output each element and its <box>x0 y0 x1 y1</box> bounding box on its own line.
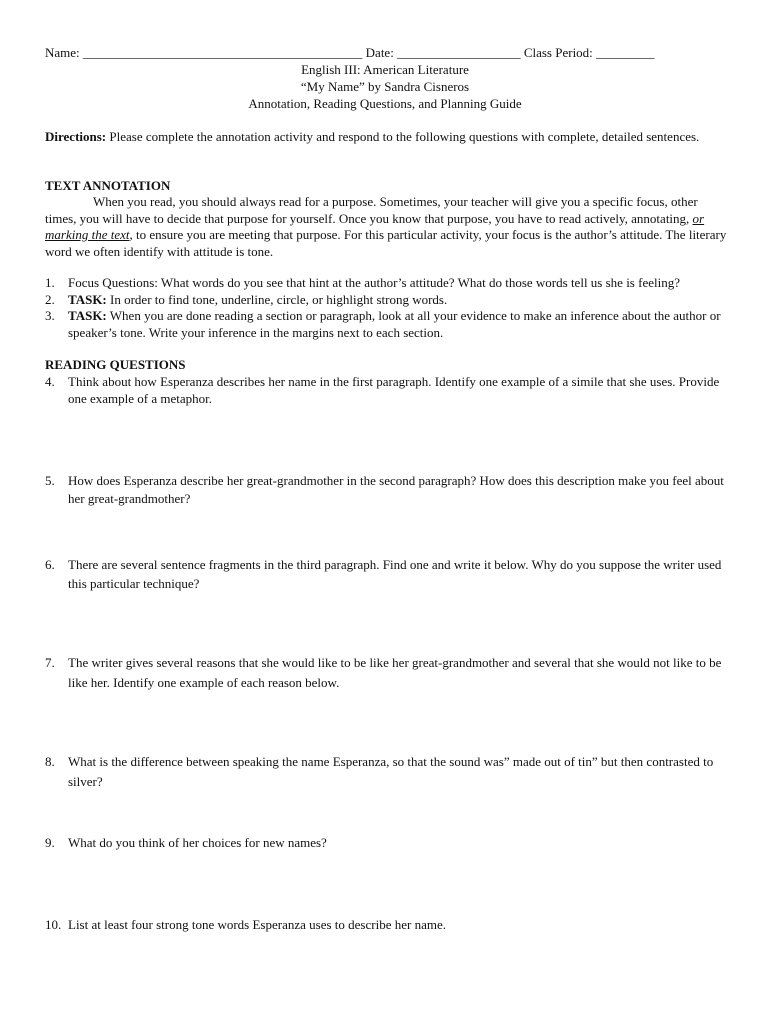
question-item <box>45 653 730 693</box>
annotation-text-b: , to ensure you are meeting that purpose. For this particular activity, your focus is the author’s attitude. The literary word we often identify with attitude is tone. <box>45 227 727 259</box>
item-number: 1. <box>45 275 55 290</box>
question-text: The writer gives several reasons that she would like to be like her great-grandmother and several that she would not like to be like her. Identify one example of each reason below. <box>68 655 722 690</box>
question-item <box>45 752 730 792</box>
annotation-emphasis: or marking the text <box>45 210 705 242</box>
question-text: There are several sentence fragments in the third paragraph. Find one and write it below. Why do you suppose the writer used this particular technique? <box>68 557 722 591</box>
item-text <box>68 275 730 292</box>
period-label: Class Period: <box>523 45 593 60</box>
question-item <box>45 374 730 407</box>
item-body: When you are done reading a section or paragraph, look at all your evidence to make an inference about the author or speaker’s tone. Write your inference in the margins next to each section. <box>68 308 721 340</box>
list-item <box>45 292 730 309</box>
question-text: List at least four strong tone words Esperanza uses to describe her name. <box>68 917 446 932</box>
guide-title: Annotation, Reading Questions, and Planning Guide <box>248 96 522 111</box>
reading-questions-heading: READING QUESTIONS <box>45 357 186 372</box>
date-blank[interactable]: ___________________ <box>397 45 521 60</box>
item-text <box>68 308 730 341</box>
list-item <box>45 275 730 292</box>
question-text: How does Esperanza describe her great-grandmother in the second paragraph? How does this description make you feel about her great-grandmother? <box>68 473 724 506</box>
story-title: “My Name” by Sandra Cisneros <box>300 79 470 94</box>
period-blank[interactable]: _________ <box>596 45 655 60</box>
item-body: Focus Questions: What words do you see that hint at the author’s attitude? What do those words tell us she is feeling? <box>68 275 680 290</box>
name-blank[interactable]: ___________________________________________ <box>82 45 363 60</box>
question-number: 4. <box>45 374 55 389</box>
item-number: 3. <box>45 308 55 323</box>
annotation-text-a: When you read, you should always read for a purpose. Sometimes, your teacher will give you a specific focus, other times, you will have to decide that purpose for yourself. Once you know that purpose, you have to read actively, annotating, <box>45 194 698 226</box>
item-label: TASK: <box>68 308 107 323</box>
directions-label: Directions: <box>45 129 107 144</box>
question-number: 8. <box>45 754 55 769</box>
question-number: 9. <box>45 835 55 850</box>
question-text: Think about how Esperanza describes her name in the first paragraph. Identify one example of a simile that she uses. Provide one example of a metaphor. <box>68 374 720 406</box>
item-number: 2. <box>45 292 55 307</box>
question-item <box>45 835 730 852</box>
question-item <box>45 917 730 934</box>
name-label: Name: <box>45 45 80 60</box>
item-label: TASK: <box>68 292 107 307</box>
item-text <box>68 292 730 309</box>
student-info-line <box>45 45 735 62</box>
annotation-paragraph <box>45 194 730 260</box>
item-body: In order to find tone, underline, circle, or highlight strong words. <box>106 292 448 307</box>
question-item <box>45 472 730 508</box>
directions-text: Please complete the annotation activity and respond to the following questions with complete, detailed sentences. <box>106 129 700 144</box>
text-annotation-heading: TEXT ANNOTATION <box>45 178 171 193</box>
question-number: 7. <box>45 655 55 670</box>
directions <box>45 129 730 146</box>
question-number: 6. <box>45 557 55 572</box>
question-item <box>45 555 730 593</box>
question-text: What do you think of her choices for new names? <box>68 835 327 850</box>
question-number: 10. <box>45 917 62 932</box>
question-number: 5. <box>45 473 55 488</box>
course-title: English III: American Literature <box>301 62 469 77</box>
question-text: What is the difference between speaking the name Esperanza, so that the sound was” made out of tin” but then contrasted to silver? <box>68 754 714 789</box>
date-label: Date: <box>365 45 394 60</box>
list-item <box>45 308 730 341</box>
